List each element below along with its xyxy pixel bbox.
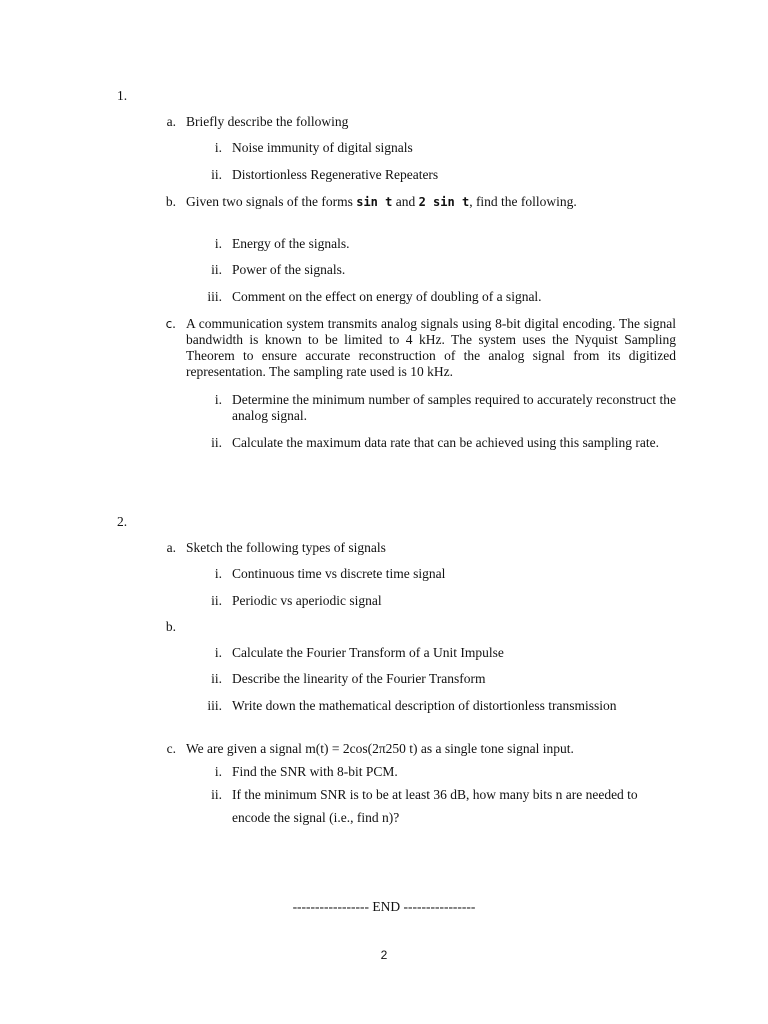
q2-c-ii-continuation: encode the signal (i.e., find n)? xyxy=(232,810,400,825)
q2-b-iii-mark: iii. xyxy=(207,698,222,713)
q2-a-text: Sketch the following types of signals xyxy=(186,540,386,555)
page-number: 2 xyxy=(380,948,388,962)
q2-b-i-mark: i. xyxy=(214,645,222,660)
q1-c-mark: c. xyxy=(165,317,176,331)
q1-a-i-mark: i. xyxy=(214,140,222,155)
q1-a-ii-text: Distortionless Regenerative Repeaters xyxy=(232,167,439,182)
q2-b-iii-text: Write down the mathematical description of distortionless transmission xyxy=(232,698,617,713)
q2-c-ii-text: If the minimum SNR is to be at least 36 dB, how many bits n are needed to xyxy=(232,787,638,802)
q1-c-text: A communication system transmits analog signals using 8-bit digital encoding. The signal bandwidth is known to be limited to 4 kHz. The system uses the Nyquist Sampling Theorem to ensure accurate reconstruction of the analog signal from its digitized representation. The sampling rate used is 10 kHz. xyxy=(186,316,676,379)
q2-b-ii-text: Describe the linearity of the Fourier Transform xyxy=(232,671,486,686)
q1-b-text xyxy=(186,194,577,210)
q1-b-text-before: Given two signals of the forms xyxy=(186,194,357,209)
q1-b-iii-mark: iii. xyxy=(207,289,222,304)
q1-b-iii-text: Comment on the effect on energy of doubling of a signal. xyxy=(232,289,542,304)
q1-b-math-sin: sin t xyxy=(356,195,393,209)
end-marker: ----------------- END ---------------- xyxy=(292,899,476,914)
q2-a-mark: a. xyxy=(166,540,176,555)
q1-c-ii-text: Calculate the maximum data rate that can be achieved using this sampling rate. xyxy=(232,435,659,450)
q2-c-ii-mark: ii. xyxy=(211,787,222,802)
q1-a-i-text: Noise immunity of digital signals xyxy=(232,140,413,155)
q2-a-i-mark: i. xyxy=(214,566,222,581)
q1-a-mark: a. xyxy=(166,114,176,129)
q1-c-i-text: Determine the minimum number of samples required to accurately reconstruct the analog signal. xyxy=(232,392,676,423)
q2-c-text: We are given a signal m(t) = 2cos(2π250 t) as a single tone signal input. xyxy=(186,741,574,756)
q2-b-mark: b. xyxy=(165,619,176,634)
q1-b-i-text: Energy of the signals. xyxy=(232,236,350,251)
q1-b-text-middle: and xyxy=(392,194,419,209)
q1-b-math-2sin: 2 sin t xyxy=(418,195,470,209)
q2-a-ii-mark: ii. xyxy=(211,593,222,608)
q1-b-text-after: , find the following. xyxy=(469,194,577,209)
q2-c-mark: c. xyxy=(166,741,176,756)
q1-b-ii-mark: ii. xyxy=(211,262,222,277)
q1-b-mark: b. xyxy=(165,194,176,209)
q2-c-i-mark: i. xyxy=(214,764,222,779)
question-1-number: 1. xyxy=(117,88,128,103)
q1-c-ii-mark: ii. xyxy=(211,435,222,450)
q1-b-ii-text: Power of the signals. xyxy=(232,262,346,277)
q2-c-i-text: Find the SNR with 8-bit PCM. xyxy=(232,764,398,779)
question-2-number: 2. xyxy=(117,514,128,529)
q1-c-i-mark: i. xyxy=(214,392,222,407)
q2-b-i-text: Calculate the Fourier Transform of a Unit Impulse xyxy=(232,645,504,660)
q1-a-ii-mark: ii. xyxy=(211,167,222,182)
q1-a-text: Briefly describe the following xyxy=(186,114,349,129)
q2-a-ii-text: Periodic vs aperiodic signal xyxy=(232,593,382,608)
q1-b-i-mark: i. xyxy=(214,236,222,251)
q2-a-i-text: Continuous time vs discrete time signal xyxy=(232,566,446,581)
q2-b-ii-mark: ii. xyxy=(211,671,222,686)
